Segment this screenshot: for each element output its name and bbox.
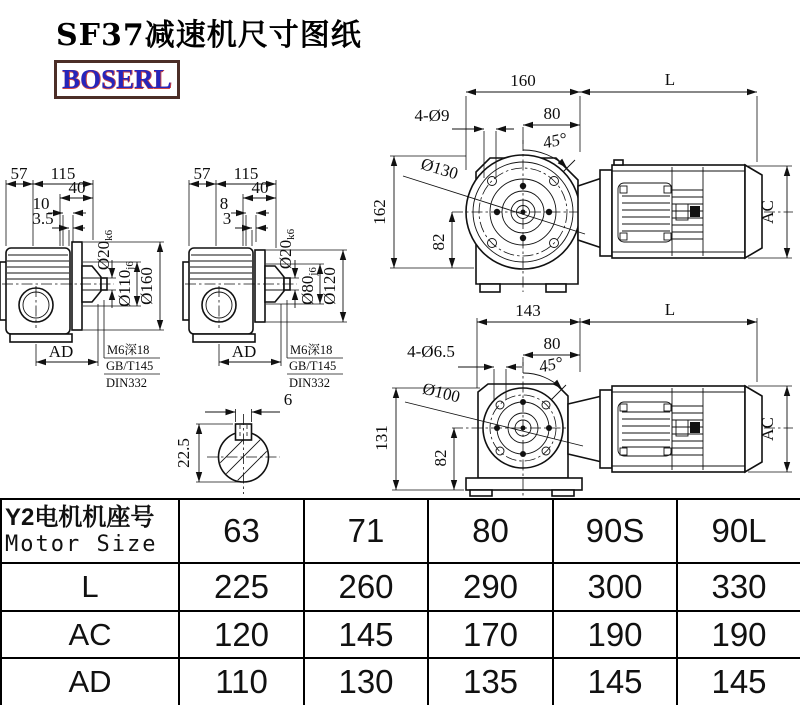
shaft-cross-section — [174, 390, 300, 498]
value-cell: 120 — [179, 611, 304, 658]
value-cell: 330 — [677, 563, 800, 611]
table-header-cell — [1, 499, 179, 563]
motor-size-63: 63 — [179, 499, 304, 563]
dia-flange-label: Ø120 — [320, 267, 339, 305]
tap-note-line3: DIN332 — [289, 376, 330, 390]
table-row-AD — [1, 658, 800, 705]
housing-base — [466, 478, 582, 490]
dim-bolt-circle-label: Ø100 — [420, 378, 462, 407]
dim-57-label: 57 — [193, 164, 211, 183]
motor-flange-ring — [600, 390, 612, 468]
dim-ad-label: AD — [48, 342, 74, 361]
dim-bolt-circle-label: Ø130 — [418, 154, 461, 184]
motor-nameplate-mark — [690, 422, 700, 433]
motor-size-90L: 90L — [677, 499, 800, 563]
front-view-160 — [370, 70, 793, 292]
value-cell: 145 — [304, 611, 428, 658]
value-cell: 110 — [179, 658, 304, 705]
motor-flange-ring — [600, 170, 612, 256]
table-row-AC — [1, 611, 800, 658]
motor-nameplate-mark — [690, 206, 700, 217]
dim-82-label: 82 — [429, 233, 448, 251]
dim-40-label: 40 — [68, 178, 86, 197]
b5-flange-plate — [255, 250, 265, 322]
tap-note-line2: GB/T145 — [106, 359, 154, 373]
table-header-row — [1, 499, 800, 563]
motor-adapter — [578, 178, 602, 248]
dim-AC-label: AC — [758, 200, 777, 224]
dia-spigot-label: Ø110j6 — [115, 261, 136, 307]
header-cn: Y2电机机座号 — [5, 504, 155, 531]
tap-note-line1: M6深18 — [107, 343, 150, 357]
side-view-flange-160 — [0, 164, 164, 390]
dim-key-width-label: 6 — [283, 390, 293, 409]
dim-57-label: 57 — [10, 164, 28, 183]
b5-flange-plate — [72, 242, 82, 330]
dim-8-label: 8 — [219, 194, 229, 213]
dim-131-label: 131 — [372, 425, 391, 451]
dim-holes-label: 4-Ø6.5 — [407, 342, 455, 361]
motor-adapter — [568, 396, 602, 462]
dim-162-label: 162 — [370, 199, 389, 225]
gearbox-base — [10, 334, 72, 342]
dim-82-label: 82 — [431, 449, 450, 467]
table-row-L — [1, 563, 800, 611]
tap-note-line1: M6深18 — [290, 343, 333, 357]
value-cell: 130 — [304, 658, 428, 705]
dim-22-5-label: 22.5 — [174, 438, 193, 468]
row-label-AD: AD — [1, 658, 179, 705]
tap-note-line3: DIN332 — [106, 376, 147, 390]
value-cell: 190 — [677, 611, 800, 658]
dim-160-label: 160 — [510, 71, 536, 90]
page-title: SF37减速机尺寸图纸 — [56, 18, 362, 53]
dim-L-label: L — [664, 70, 676, 89]
dim-80-label: 80 — [543, 104, 561, 123]
value-cell: 225 — [179, 563, 304, 611]
value-cell: 260 — [304, 563, 428, 611]
dia-spigot-label: Ø80j6 — [298, 267, 319, 305]
dim-ad-label: AD — [231, 342, 257, 361]
dim-80-label: 80 — [543, 334, 561, 353]
row-label-L: L — [1, 563, 179, 611]
side-view-flange-120 — [183, 164, 347, 390]
dim-45deg-label: 45° — [537, 352, 565, 377]
motor-size-80: 80 — [428, 499, 553, 563]
dia-shaft-label: Ø20k6 — [276, 228, 297, 270]
motor-size-table — [0, 498, 800, 705]
value-cell: 145 — [553, 658, 677, 705]
dim-3-5-label: 3.5 — [32, 209, 54, 228]
row-label-AC: AC — [1, 611, 179, 658]
dim-115-label: 115 — [50, 164, 76, 183]
value-cell: 145 — [677, 658, 800, 705]
gearbox-base — [193, 334, 255, 342]
dim-AC-label: AC — [758, 417, 777, 441]
motor-size-90S: 90S — [553, 499, 677, 563]
value-cell: 170 — [428, 611, 553, 658]
front-view-120 — [372, 300, 793, 496]
tap-note-line2: GB/T145 — [289, 359, 337, 373]
dim-holes-label: 4-Ø9 — [414, 106, 450, 125]
dim-3-label: 3 — [222, 209, 232, 228]
dim-10-label: 10 — [32, 194, 50, 213]
header-en: Motor Size — [5, 532, 158, 557]
motor-size-71: 71 — [304, 499, 428, 563]
dim-40-label: 40 — [251, 178, 269, 197]
brand-logo-text: BOSERL — [62, 64, 172, 94]
dim-143-label: 143 — [515, 301, 541, 320]
value-cell: 290 — [428, 563, 553, 611]
dim-115-label: 115 — [233, 164, 259, 183]
motor-body — [612, 386, 745, 472]
dim-L-label: L — [664, 300, 676, 319]
value-cell: 300 — [553, 563, 677, 611]
dia-flange-label: Ø160 — [137, 267, 156, 305]
value-cell: 190 — [553, 611, 677, 658]
dia-shaft-label: Ø20k6 — [94, 229, 115, 271]
dim-45deg-label: 45° — [541, 128, 569, 153]
value-cell: 135 — [428, 658, 553, 705]
motor-body — [612, 165, 745, 258]
